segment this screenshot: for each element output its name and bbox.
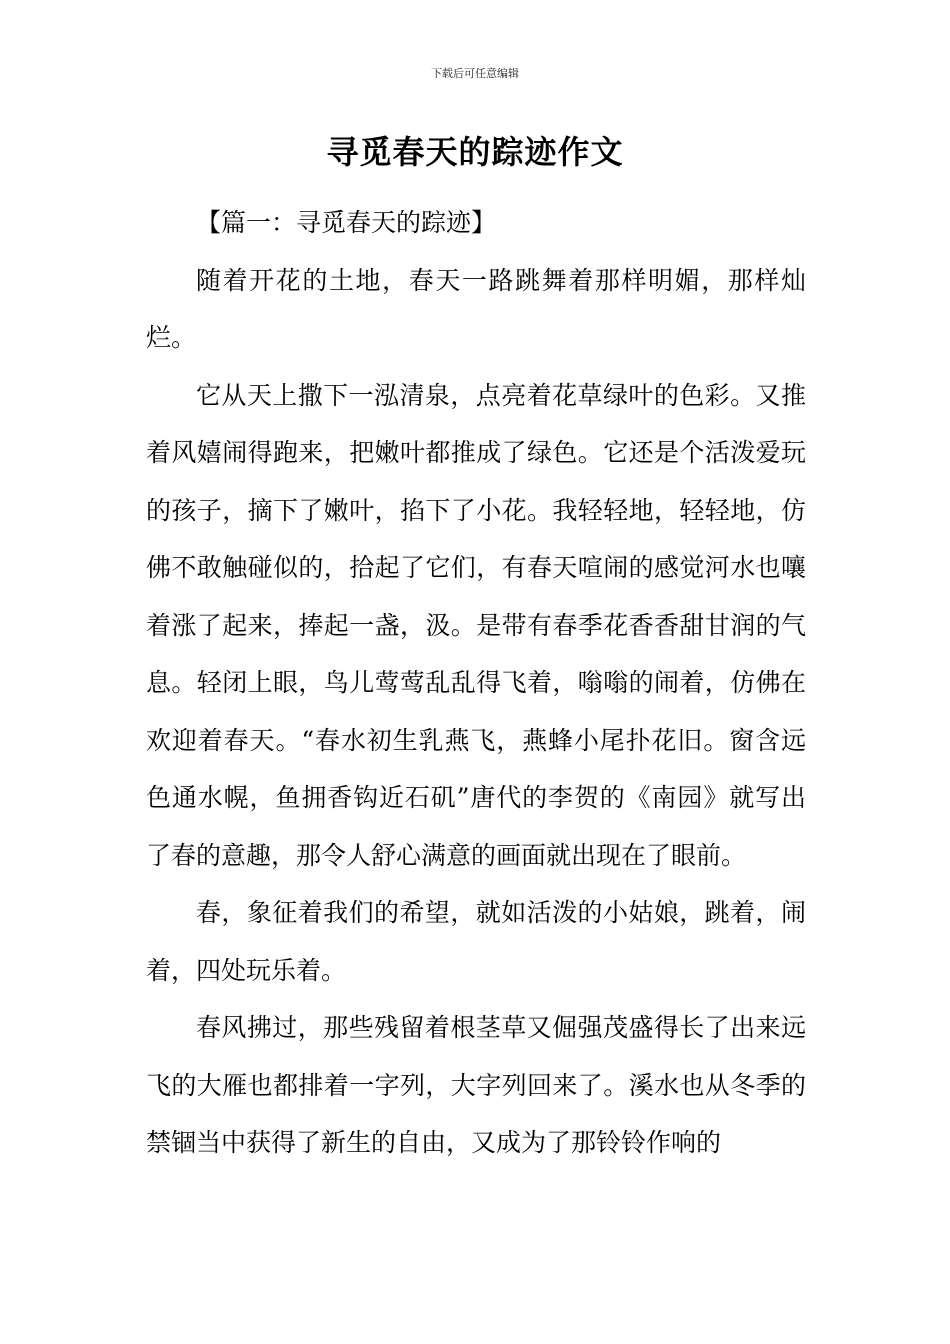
paragraph-1: 随着开花的土地，春天一路跳舞着那样明媚，那样灿烂。 xyxy=(146,265,806,352)
header-note: 下载后可任意编辑 xyxy=(431,67,519,80)
document-body xyxy=(146,194,806,1172)
paragraph-4: 春风拂过，那些残留着根茎草又倔强茂盛得长了出来远飞的大雁也都排着一字列，大字列回来了。溪水也从冬季的禁锢当中获得了新生的自由，又成为了那铃铃作响的 xyxy=(146,1013,806,1157)
section-heading: 【篇一：寻觅春天的踪迹】 xyxy=(196,208,497,237)
paragraph-2: 它从天上撒下一泓清泉，点亮着花草绿叶的色彩。又推着风嬉闹得跑来，把嫩叶都推成了绿色。它还是个活泼爱玩的孩子，摘下了嫩叶，掐下了小花。我轻轻地，轻轻地，仿佛不敢触碰似的，拾起了它们，有春天喧闹的感觉河水也嚷着涨了起来，捧起一盏，汲。是带有春季花香香甜甘润的气息。轻闭上眼，鸟儿莺莺乱乱得飞着，嗡嗡的闹着，仿佛在欢迎着春天。“春水初生乳燕飞，燕蜂小尾扑花旧。窗含远色通水幌，鱼拥香钩近石矶”唐代的李贺的《南园》就写出了春的意趣，那令人舒心满意的画面就出现在了眼前。 xyxy=(146,380,806,870)
paragraph-3: 春，象征着我们的希望，就如活泼的小姑娘，跳着，闹着，四处玩乐着。 xyxy=(146,898,806,985)
document-title: 寻觅春天的踪迹作文 xyxy=(326,133,624,171)
